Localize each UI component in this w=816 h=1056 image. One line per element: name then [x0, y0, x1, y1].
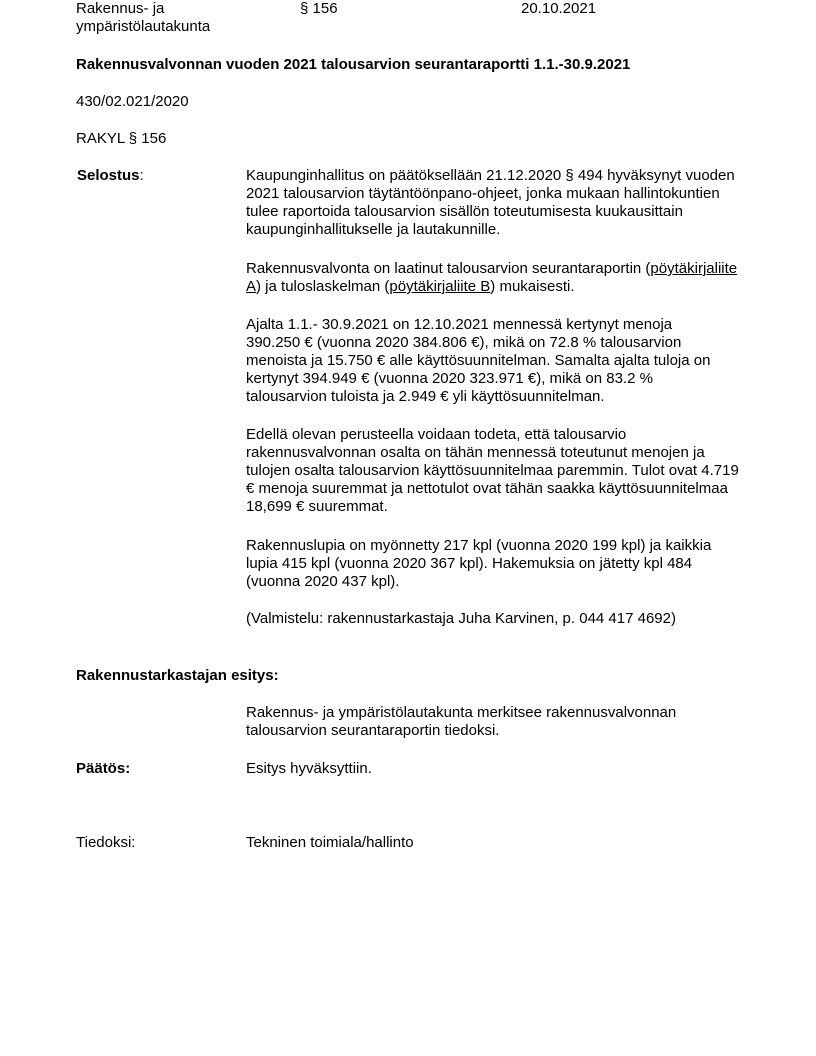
- esitys-text: [246, 704, 716, 740]
- selostus-label: [77, 167, 144, 185]
- paatos-text: Esitys hyväksyttiin.: [246, 760, 372, 777]
- paragraph-text: ) mukaisesti.: [490, 278, 575, 295]
- page-title: Rakennusvalvonnan vuoden 2021 talousarvion seurantaraportti 1.1.-30.9.2021: [76, 56, 631, 73]
- paatos-label: Päätös:: [76, 760, 131, 777]
- esitys-label: Rakennustarkastajan esitys:: [76, 667, 279, 684]
- paragraph-text: Kaupunginhallitus on päätöksellään 21.12.2020 § 494 hyväksynyt vuoden 2021 talousarvion täytäntöönpano-ohjeet, jonka mukaan hallintokuntien tulee raportoida talousarvion sisällön toteutumisesta kuukausittain kaupunginhallitukselle ja lautakunnille.: [246, 167, 735, 238]
- section-number: § 156: [300, 0, 338, 17]
- selostus-paragraph-3: [246, 316, 726, 406]
- selostus-paragraph-2: [246, 260, 746, 296]
- tiedoksi-text: Tekninen toimiala/hallinto: [246, 834, 414, 851]
- committee-name: [76, 0, 210, 36]
- paragraph-text: Edellä olevan perusteella voidaan todeta, että talousarvio rakennusvalvonnan osalta on tähän mennessä toteutunut menojen ja tulojen osalta talousarvion käyttösuunnitelmaa paremmin. Tulot ovat 4.719 € menoja suuremmat ja nettotulot ovat tähän saakka käyttösuunnitelmaa 18,699 € suuremmat.: [246, 426, 739, 515]
- selostus-paragraph-1: [246, 167, 742, 239]
- selostus-label-text: Selostus: [77, 167, 140, 184]
- selostus-label-colon: :: [139, 167, 144, 184]
- selostus-paragraph-4: [246, 426, 742, 516]
- record-number: 430/02.021/2020: [76, 93, 189, 110]
- paragraph-text: ) ja tuloslaskelman (: [256, 278, 390, 295]
- paragraph-text: Rakennuslupia on myönnetty 217 kpl (vuonna 2020 199 kpl) ja kaikkia lupia 415 kpl (vuonna 2020 367 kpl). Hakemuksia on jätetty kpl 484 (vuonna 2020 437 kpl).: [246, 537, 712, 590]
- paragraph-text: (Valmistelu: rakennustarkastaja Juha Karvinen, p. 044 417 4692): [246, 610, 676, 627]
- attachment-b-link[interactable]: pöytäkirjaliite B: [389, 278, 491, 295]
- committee-line1: Rakennus- ja: [76, 0, 165, 17]
- paragraph-text: Rakennus- ja ympäristölautakunta merkitsee rakennusvalvonnan talousarvion seurantaraportin tiedoksi.: [246, 704, 677, 739]
- paragraph-text: Rakennusvalvonta on laatinut talousarvion seurantaraportin (: [246, 260, 651, 277]
- selostus-paragraph-6: [246, 610, 746, 628]
- attachment-a-link[interactable]: pöytäkirjaliite A: [246, 260, 738, 295]
- selostus-paragraph-5: [246, 537, 726, 591]
- meeting-date: 20.10.2021: [521, 0, 597, 17]
- tiedoksi-label: Tiedoksi:: [76, 834, 136, 851]
- section-reference: RAKYL § 156: [76, 130, 167, 147]
- committee-line2: ympäristölautakunta: [76, 18, 211, 35]
- paragraph-text: Ajalta 1.1.- 30.9.2021 on 12.10.2021 mennessä kertynyt menoja 390.250 € (vuonna 2020 384.806 €), mikä on 72.8 % talousarvion menoista ja 15.750 € alle käyttösuunnitelman. Samalta ajalta tuloja on kertynyt 394.949 € (vuonna 2020 323.971 €), mikä on 83.2 % talousarvion tuloista ja 2.949 € yli käyttösuunnitelman.: [246, 316, 711, 405]
